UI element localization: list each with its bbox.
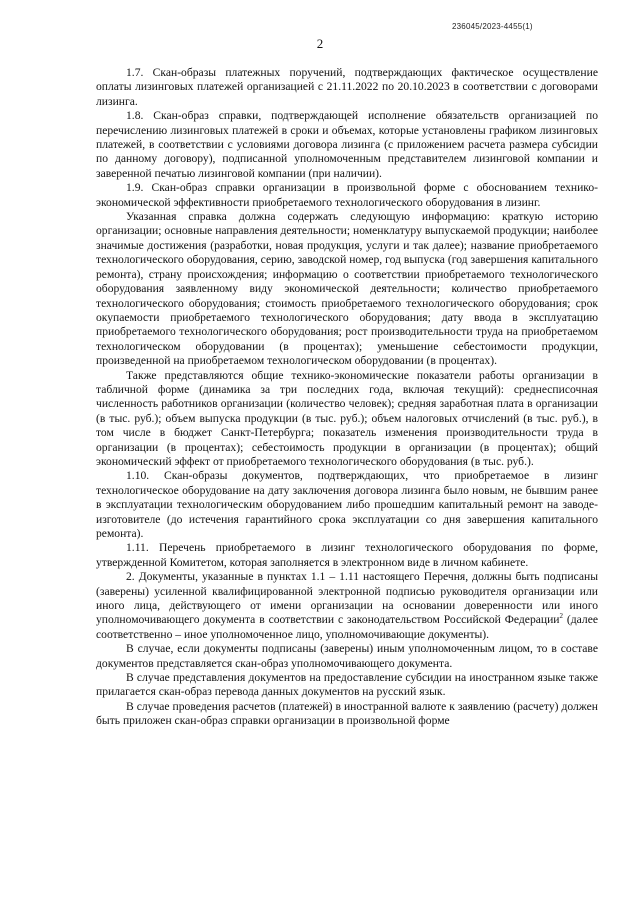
paragraph-foreign-language: В случае представления документов на предоставление субсидии на иностранном языке также прилагается скан-образ перевода данных документов на русский язык. xyxy=(96,671,598,699)
paragraph-1-10: 1.10. Скан-образы документов, подтверждающих, что приобретаемое в лизинг технологическое оборудование на дату заключения договора лизинга было новым, не бывшим ранее в эксплуатации технологическим оборудованием либо прошедшим капитальный ремонт на заводе-изготовителе (до истечения гарантийного срока эксплуатации со дня завершения капитального ремонта). xyxy=(96,469,598,540)
paragraph-2 xyxy=(96,570,598,642)
paragraph-authorized-person: В случае, если документы подписаны (заверены) иным уполномоченным лицом, то в составе документов представляется скан-образ уполномочивающего документа. xyxy=(96,642,598,670)
document-body xyxy=(96,66,598,729)
paragraph-2-text: 2. Документы, указанные в пунктах 1.1 – 1.11 настоящего Перечня, должны быть подписаны (заверены) усиленной квалифицированной электронной подписью руководителя организации или иного лица, действующего от имени организации на основании доверенности или иного уполномочивающего документа в соответствии с законодательством Российской Федерации xyxy=(96,570,598,627)
paragraph-foreign-currency: В случае проведения расчетов (платежей) в иностранной валюте к заявлению (расчету) должен быть приложен скан-образ справки организации в произвольной форме xyxy=(96,699,598,728)
page-number: 2 xyxy=(316,36,324,51)
paragraph-certificate-contents: Указанная справка должна содержать следующую информацию: краткую историю организации; основные направления деятельности; номенклатуру выпускаемой продукции; наиболее значимые достижения (разработки, новая продукция, услуги и так далее); название приобретаемого технологического оборудования, серию, заводской номер, год выпуска (год завершения капитального ремонта), страну происхождения; информацию о соответствии приобретаемого технологического оборудования заявленному виду экономической деятельности; количество приобретаемого технологического оборудования; стоимость приобретаемого технологического оборудования; срок окупаемости приобретаемого технологического оборудования; дату ввода в эксплуатацию приобретаемого технологического оборудования; рост производительности труда на приобретаемом технологическом оборудовании (в процентах); уменьшение себестоимости продукции, произведенной на приобретаемом технологическом оборудовании (в процентах). xyxy=(96,210,598,368)
paragraph-2-tail: (далее соответственно – иное уполномоченное лицо, уполномочивающие документы). xyxy=(96,613,598,641)
paragraph-1-9: 1.9. Скан-образ справки организации в произвольной форме с обоснованием технико-экономической эффективности приобретаемого технологического оборудования в лизинг. xyxy=(96,181,598,209)
document-registration-number: 236045/2023-4455(1) xyxy=(452,22,533,31)
paragraph-economic-indicators: Также представляются общие технико-экономические показатели работы организации в табличной форме (динамика за три последних года, включая текущий): среднесписочная численность работников организации (количество человек); средняя заработная плата в организации (в тыс. руб.); объем выпуска продукции (в тыс. руб.); объем налоговых отчислений (в тыс. руб.), в том числе в бюджет Санкт-Петербурга; показатель изменения производительности труда в организации (в процентах); себестоимость продукции в организации (в процентах); общий экономический эффект от приобретаемого технологического оборудования (в тыс. руб.). xyxy=(96,368,598,468)
footnote-marker: 2 xyxy=(559,612,563,621)
paragraph-1-7: 1.7. Скан-образы платежных поручений, подтверждающих фактическое осуществление оплаты лизинговых платежей организацией с 21.11.2022 по 20.10.2023 в соответствии с договорами лизинга. xyxy=(96,66,598,108)
paragraph-1-11: 1.11. Перечень приобретаемого в лизинг технологического оборудования по форме, утвержденной Комитетом, которая заполняется в электронном виде в личном кабинете. xyxy=(96,541,598,569)
paragraph-1-8: 1.8. Скан-образ справки, подтверждающей исполнение обязательств организацией по перечислению лизинговых платежей в сроки и объемах, которые установлены графиком лизинговых платежей, в соответствии с условиями договора лизинга (с приложением расчета размера субсидии по данному договору), подписанной уполномоченным представителем лизинговой компании и заверенной печатью лизинговой компании (при наличии). xyxy=(96,109,598,180)
